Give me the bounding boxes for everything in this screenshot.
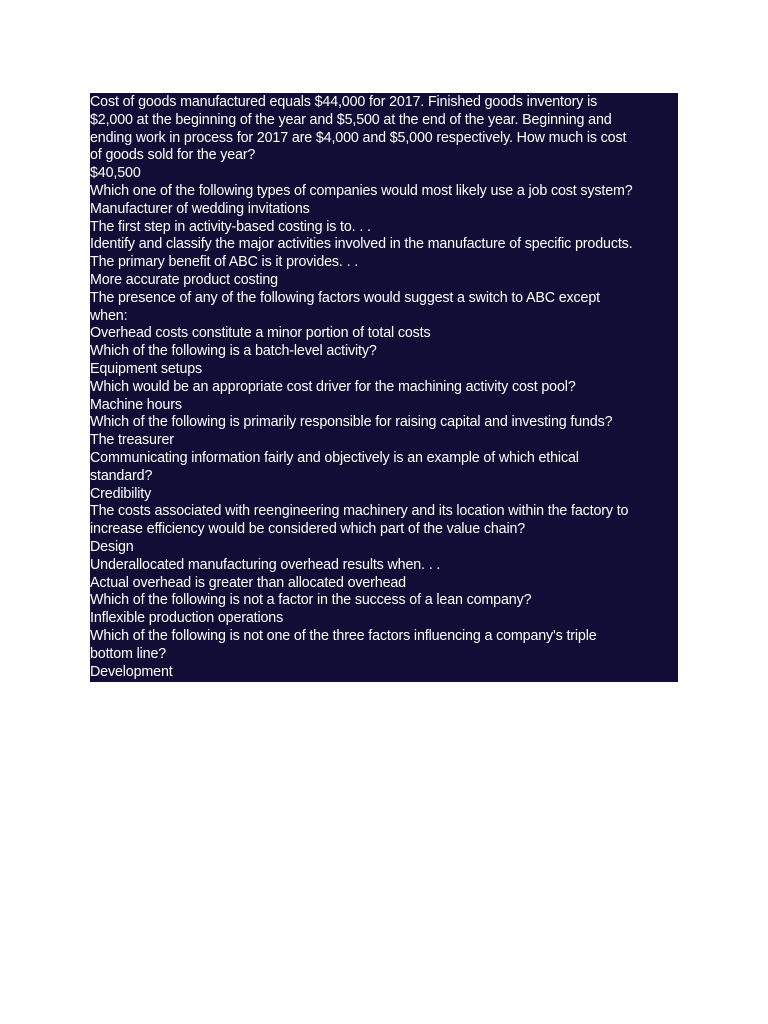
question-line: Which of the following is not a factor in the success of a lean company? [90,592,532,609]
answer-line: Development [90,663,173,680]
answer-line: Overhead costs constitute a minor portion of total costs [90,325,431,342]
answer-line: The treasurer [90,432,174,449]
question-line: of goods sold for the year? [90,147,256,164]
question-line: The first step in activity-based costing is to. . . [90,218,371,235]
answer-line: Equipment setups [90,360,203,377]
flashcard-text-block [90,93,678,682]
question-line: The presence of any of the following factors would suggest a switch to ABC except [90,289,600,306]
question-line: Cost of goods manufactured equals $44,000 for 2017. Finished goods inventory is [90,94,598,110]
question-line: $2,000 at the beginning of the year and $5,500 at the end of the year. Beginning and [90,111,612,128]
answer-line: More accurate product costing [90,271,278,288]
question-line: Underallocated manufacturing overhead results when. . . [90,556,441,573]
answer-line: $40,500 [90,165,141,182]
question-line: Which of the following is a batch-level activity? [90,343,377,360]
answer-line: Machine hours [90,396,182,413]
question-line: bottom line? [90,645,167,662]
answer-line: Identify and classify the major activities involved in the manufacture of specific products. [90,236,633,253]
question-line: Which would be an appropriate cost driver for the machining activity cost pool? [90,378,576,395]
answer-line: Inflexible production operations [90,610,284,627]
question-line: increase efficiency would be considered which part of the value chain? [90,521,526,538]
question-line: ending work in process for 2017 are $4,000 and $5,000 respectively. How much is cost [90,129,627,146]
answer-line: Manufacturer of wedding invitations [90,200,310,217]
question-line: Communicating information fairly and objectively is an example of which ethical [90,449,579,466]
question-line: Which of the following is not one of the three factors influencing a company's triple [90,627,597,644]
question-line: The costs associated with reengineering machinery and its location within the factory to [90,503,629,520]
answer-line: Credibility [90,485,152,502]
question-line: standard? [90,467,153,484]
answer-line: Actual overhead is greater than allocated overhead [90,574,406,591]
question-line: when: [90,307,128,324]
question-line: The primary benefit of ABC is it provides. . . [90,254,359,271]
answer-line: Design [90,538,134,555]
question-line: Which of the following is primarily responsible for raising capital and investing funds? [90,414,613,431]
question-line: Which one of the following types of companies would most likely use a job cost system? [90,182,633,199]
